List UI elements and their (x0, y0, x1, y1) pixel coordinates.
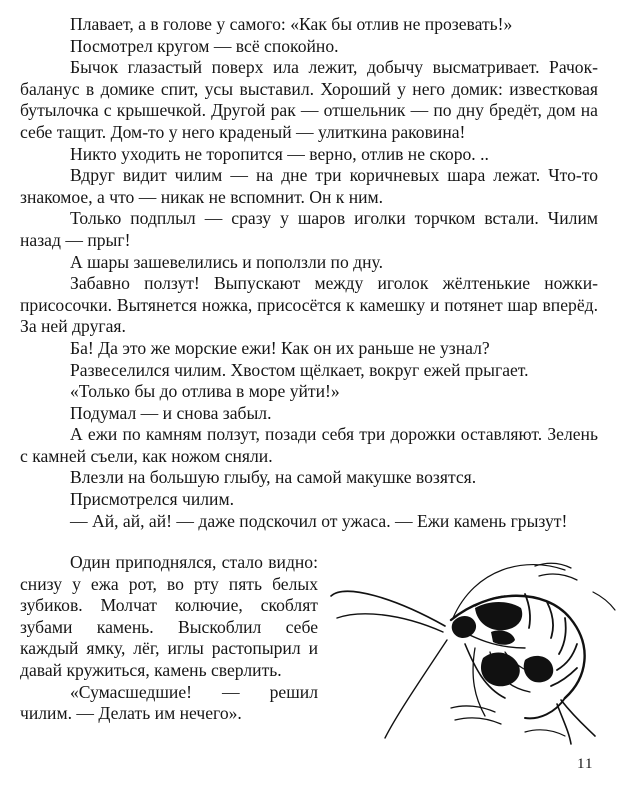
paragraph: А шары зашевелились и поползли по дну. (70, 251, 383, 272)
paragraph: Никто уходить не торопится — верно, отлив не скоро. .. (70, 143, 489, 164)
paragraph: Ба! Да это же морские ежи! Как он их раньше не узнал? (70, 337, 490, 358)
main-text (20, 14, 598, 532)
paragraph: Влезли на большую глыбу, на самой макушке возятся. (70, 467, 477, 488)
paragraph: Присмотрелся чилим. (70, 489, 235, 510)
paragraph: «Сумасшедшие! — решил чилим. — Делать им нечего». (20, 681, 318, 724)
shrimp-illustration (325, 548, 625, 753)
paragraph: — Ай, ай, ай! — даже подскочил от ужаса. — Ежи камень грызут! (70, 510, 568, 531)
paragraph: Подумал — и снова забыл. (70, 402, 272, 423)
paragraph: «Только бы до отлива в море уйти!» (70, 381, 340, 402)
paragraph: Плавает, а в голове у самого: «Как бы отлив не прозевать!» (70, 14, 513, 34)
page-number: 11 (577, 756, 594, 772)
paragraph: Один приподнялся, стало видно: снизу у ежа рот, во рту пять белых зубиков. Молчат колючие, скоблят зубами камень. Выскоблил себе каждый ямку, лёг, иглы растопырил и давай кружиться, камень сверлить. (20, 552, 318, 680)
paragraph: Бычок глазастый поверх ила лежит, добычу высматривает. Рачок-баланус в домике спит, усы выставил. Хороший у него домик: известковая бутылочка с крышечкой. Другой рак — отшельник — по дну бредёт, дом на себе тащит. Дом-то у него краденый — улиткина раковина! (20, 57, 598, 142)
paragraph: Посмотрел кругом — всё спокойно. (70, 35, 339, 56)
paragraph: Забавно ползут! Выпускают между иголок жёлтенькие ножки-присосочки. Вытянется ножка, присосётся к камешку и потянет шар вперёд. За ней другая. (20, 273, 598, 337)
paragraph: А ежи по камням ползут, позади себя три дорожки оставляют. Зелень с камней съели, как ножом сняли. (20, 424, 598, 466)
wrapped-text (20, 552, 318, 725)
paragraph: Только подплыл — сразу у шаров иголки торчком встали. Чилим назад — прыг! (20, 208, 598, 250)
paragraph: Вдруг видит чилим — на дне три коричневых шара лежат. Что-то знакомое, а что — никак не вспомнит. Он к ним. (20, 165, 598, 207)
paragraph: Развеселился чилим. Хвостом щёлкает, вокруг ежей прыгает. (70, 359, 529, 380)
